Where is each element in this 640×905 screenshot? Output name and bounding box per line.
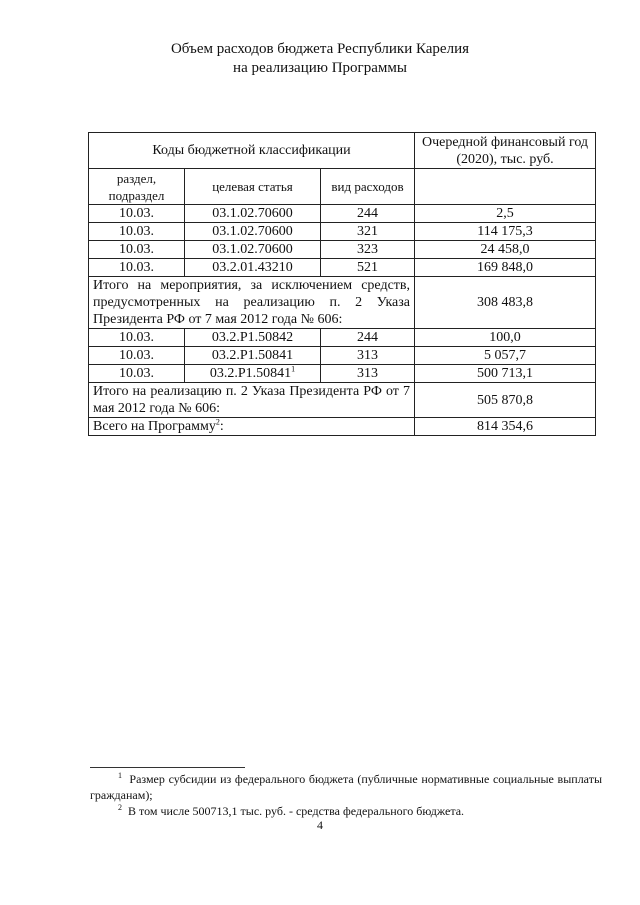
cell-amount: 169 848,0	[415, 259, 596, 277]
header-year: Очередной финансовый год (2020), тыс. руб.	[415, 133, 596, 169]
table-row	[89, 205, 596, 223]
total-colon: :	[219, 419, 224, 434]
table-header-row	[89, 133, 596, 169]
cell-section: 10.03.	[89, 365, 185, 383]
footnote-ref-1: 1	[291, 364, 296, 374]
document-title-line1: Объем расходов бюджета Республики Карелия	[170, 41, 470, 57]
cell-amount: 100,0	[415, 329, 596, 347]
cell-section: 10.03.	[89, 241, 185, 259]
cell-target: 03.2.P1.50841	[185, 347, 321, 365]
subtotal2-label: Итого на реализацию п. 2 Указа Президента РФ от 7 мая 2012 года № 606:	[89, 383, 415, 418]
cell-amount: 5 057,7	[415, 347, 596, 365]
subtotal2-amount: 505 870,8	[415, 383, 596, 418]
cell-amount: 114 175,3	[415, 223, 596, 241]
cell-type: 313	[321, 347, 415, 365]
cell-section: 10.03.	[89, 205, 185, 223]
cell-amount: 24 458,0	[415, 241, 596, 259]
table-row	[89, 223, 596, 241]
total-label: Всего на Программу	[93, 419, 216, 434]
footnote-separator	[90, 767, 245, 768]
cell-amount: 2,5	[415, 205, 596, 223]
subtotal-row	[89, 383, 596, 418]
cell-type: 323	[321, 241, 415, 259]
cell-type: 321	[321, 223, 415, 241]
footnote-1	[90, 771, 602, 803]
cell-section: 10.03.	[89, 223, 185, 241]
cell-type: 244	[321, 205, 415, 223]
total-label-cell	[89, 418, 415, 436]
cell-type: 521	[321, 259, 415, 277]
header-target: целевая статья	[185, 169, 321, 205]
footnote-1-text: Размер субсидии из федерального бюджета (публичные нормативные социальные выплаты гражданам);	[90, 772, 603, 802]
header-section: раздел, подраздел	[89, 169, 185, 205]
table-row	[89, 347, 596, 365]
cell-section: 10.03.	[89, 347, 185, 365]
footnote-1-mark: 1	[118, 771, 122, 780]
cell-target: 03.2.P1.50842	[185, 329, 321, 347]
cell-target: 03.1.02.70600	[185, 205, 321, 223]
footnote-2-text: В том числе 500713,1 тыс. руб. - средства федерального бюджета.	[128, 804, 465, 818]
total-amount: 814 354,6	[415, 418, 596, 436]
header-codes: Коды бюджетной классификации	[89, 133, 415, 169]
cell-type: 244	[321, 329, 415, 347]
cell-amount: 500 713,1	[415, 365, 596, 383]
table-row	[89, 329, 596, 347]
table-row	[89, 241, 596, 259]
cell-target: 03.1.02.70600	[185, 223, 321, 241]
table-subheader-row	[89, 169, 596, 205]
header-type: вид расходов	[321, 169, 415, 205]
header-empty	[415, 169, 596, 205]
cell-target	[185, 365, 321, 383]
document-title-line2: на реализацию Программы	[233, 60, 407, 76]
cell-target: 03.1.02.70600	[185, 241, 321, 259]
cell-type: 313	[321, 365, 415, 383]
footnote-2	[90, 803, 602, 819]
table-row	[89, 365, 596, 383]
footnote-ref-2: 2	[215, 417, 220, 427]
cell-target-text: 03.2.P1.50841	[209, 366, 292, 381]
footnote-2-mark: 2	[118, 803, 122, 812]
table-row	[89, 259, 596, 277]
cell-section: 10.03.	[89, 259, 185, 277]
page-number: 4	[317, 818, 323, 832]
total-row	[89, 418, 596, 436]
subtotal1-amount: 308 483,8	[415, 277, 596, 329]
subtotal-row	[89, 277, 596, 329]
subtotal1-label: Итого на мероприятия, за исключением средств, предусмотренных на реализацию п. 2 Указа Президента РФ от 7 мая 2012 года № 606:	[89, 277, 415, 329]
cell-target: 03.2.01.43210	[185, 259, 321, 277]
cell-section: 10.03.	[89, 329, 185, 347]
budget-table	[88, 132, 596, 436]
